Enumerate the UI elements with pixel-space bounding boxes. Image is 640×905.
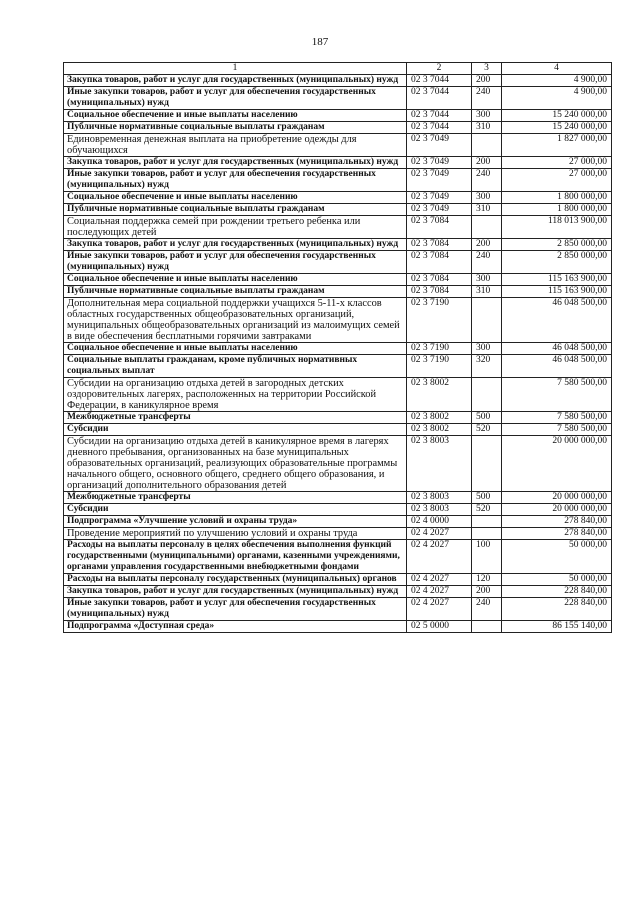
table-row	[64, 586, 612, 598]
row-name-cell: Закупка товаров, работ и услуг для государственных (муниципальных) нужд	[64, 239, 407, 251]
row-name-cell: Публичные нормативные социальные выплаты гражданам	[64, 122, 407, 134]
table-row	[64, 169, 612, 192]
row-code-cell: 02 3 7049	[407, 204, 472, 216]
row-code-cell: 02 4 2027	[407, 540, 472, 574]
row-name-cell: Расходы на выплаты персоналу государственных (муниципальных) органов	[64, 574, 407, 586]
row-code-cell: 02 3 8003	[407, 436, 472, 492]
row-amount-cell: 50 000,00	[502, 540, 612, 574]
table-row	[64, 110, 612, 122]
row-expense-type-cell: 240	[472, 87, 502, 110]
row-code-cell: 02 3 7049	[407, 192, 472, 204]
page-number: 187	[311, 36, 329, 48]
row-expense-type-cell: 240	[472, 169, 502, 192]
row-expense-type-cell	[472, 134, 502, 157]
row-name-cell: Расходы на выплаты персоналу в целях обеспечения выполнения функций государственными (муниципальными) органами, казенными учреждениями, органами управления государственными внебюджетными фондами	[64, 540, 407, 574]
row-amount-cell: 46 048 500,00	[502, 355, 612, 378]
row-expense-type-cell: 200	[472, 157, 502, 169]
row-expense-type-cell: 310	[472, 204, 502, 216]
row-expense-type-cell: 300	[472, 110, 502, 122]
row-code-cell: 02 3 7084	[407, 216, 472, 239]
column-header-3: 3	[472, 63, 502, 75]
row-expense-type-cell: 300	[472, 192, 502, 204]
row-name-cell: Субсидии	[64, 504, 407, 516]
row-name-cell: Публичные нормативные социальные выплаты гражданам	[64, 204, 407, 216]
row-amount-cell: 228 840,00	[502, 586, 612, 598]
row-code-cell: 02 5 0000	[407, 621, 472, 633]
row-code-cell: 02 3 8002	[407, 412, 472, 424]
row-code-cell: 02 3 7084	[407, 274, 472, 286]
table-row	[64, 274, 612, 286]
table-header-row	[64, 63, 612, 75]
row-expense-type-cell: 300	[472, 343, 502, 355]
row-expense-type-cell: 240	[472, 598, 502, 621]
row-code-cell: 02 3 7084	[407, 239, 472, 251]
row-amount-cell: 278 840,00	[502, 528, 612, 540]
column-header-2: 2	[407, 63, 472, 75]
table-row	[64, 251, 612, 274]
table-row	[64, 355, 612, 378]
row-name-cell: Единовременная денежная выплата на приобретение одежды для обучающихся	[64, 134, 407, 157]
table-body	[64, 75, 612, 633]
table-row	[64, 87, 612, 110]
row-amount-cell: 27 000,00	[502, 157, 612, 169]
table-row	[64, 204, 612, 216]
table-row	[64, 75, 612, 87]
row-amount-cell: 46 048 500,00	[502, 343, 612, 355]
table-row	[64, 378, 612, 412]
row-code-cell: 02 3 8002	[407, 424, 472, 436]
row-name-cell: Закупка товаров, работ и услуг для государственных (муниципальных) нужд	[64, 75, 407, 87]
table-row	[64, 574, 612, 586]
row-name-cell: Субсидии	[64, 424, 407, 436]
row-amount-cell: 228 840,00	[502, 598, 612, 621]
row-code-cell: 02 4 2027	[407, 586, 472, 598]
table-row	[64, 516, 612, 528]
row-code-cell: 02 4 2027	[407, 528, 472, 540]
row-code-cell: 02 3 7049	[407, 169, 472, 192]
row-amount-cell: 20 000 000,00	[502, 504, 612, 516]
row-code-cell: 02 4 2027	[407, 574, 472, 586]
row-expense-type-cell	[472, 436, 502, 492]
row-name-cell: Межбюджетные трансферты	[64, 412, 407, 424]
row-name-cell: Субсидии на организацию отдыха детей в каникулярное время в лагерях дневного пребывания, организованных на базе муниципальных образовательных организаций, реализующих образовательные программы начального общего, основного общего, среднего общего образования, и организаций дополнительного образования детей	[64, 436, 407, 492]
row-name-cell: Иные закупки товаров, работ и услуг для обеспечения государственных (муниципальных) нужд	[64, 87, 407, 110]
row-amount-cell: 4 900,00	[502, 75, 612, 87]
row-amount-cell: 1 800 000,00	[502, 192, 612, 204]
row-code-cell: 02 3 7049	[407, 157, 472, 169]
row-amount-cell: 20 000 000,00	[502, 436, 612, 492]
row-code-cell: 02 3 7190	[407, 298, 472, 343]
table-row	[64, 598, 612, 621]
row-expense-type-cell: 300	[472, 274, 502, 286]
table-row	[64, 343, 612, 355]
row-expense-type-cell: 500	[472, 412, 502, 424]
row-code-cell: 02 3 8003	[407, 504, 472, 516]
row-expense-type-cell: 100	[472, 540, 502, 574]
row-amount-cell: 27 000,00	[502, 169, 612, 192]
row-code-cell: 02 3 7044	[407, 122, 472, 134]
row-name-cell: Подпрограмма «Доступная среда»	[64, 621, 407, 633]
row-expense-type-cell: 310	[472, 286, 502, 298]
row-expense-type-cell	[472, 621, 502, 633]
table-row	[64, 412, 612, 424]
row-amount-cell: 118 013 900,00	[502, 216, 612, 239]
row-expense-type-cell	[472, 516, 502, 528]
row-name-cell: Публичные нормативные социальные выплаты гражданам	[64, 286, 407, 298]
row-amount-cell: 7 580 500,00	[502, 412, 612, 424]
row-code-cell: 02 4 2027	[407, 598, 472, 621]
row-amount-cell: 46 048 500,00	[502, 298, 612, 343]
row-name-cell: Социальное обеспечение и иные выплаты населению	[64, 274, 407, 286]
table-row	[64, 157, 612, 169]
row-amount-cell: 15 240 000,00	[502, 110, 612, 122]
table-row	[64, 528, 612, 540]
table-row	[64, 286, 612, 298]
row-amount-cell: 20 000 000,00	[502, 492, 612, 504]
row-name-cell: Иные закупки товаров, работ и услуг для обеспечения государственных (муниципальных) нужд	[64, 598, 407, 621]
table-row	[64, 134, 612, 157]
row-name-cell: Социальное обеспечение и иные выплаты населению	[64, 110, 407, 122]
row-expense-type-cell	[472, 216, 502, 239]
row-code-cell: 02 3 7044	[407, 75, 472, 87]
row-code-cell: 02 3 7084	[407, 286, 472, 298]
row-expense-type-cell: 520	[472, 504, 502, 516]
row-amount-cell: 2 850 000,00	[502, 239, 612, 251]
row-expense-type-cell	[472, 298, 502, 343]
row-amount-cell: 50 000,00	[502, 574, 612, 586]
row-amount-cell: 115 163 900,00	[502, 286, 612, 298]
row-amount-cell: 4 900,00	[502, 87, 612, 110]
table-row	[64, 216, 612, 239]
row-code-cell: 02 3 7190	[407, 355, 472, 378]
row-expense-type-cell: 320	[472, 355, 502, 378]
row-expense-type-cell: 240	[472, 251, 502, 274]
row-name-cell: Социальные выплаты гражданам, кроме публичных нормативных социальных выплат	[64, 355, 407, 378]
row-name-cell: Социальная поддержка семей при рождении третьего ребенка или последующих детей	[64, 216, 407, 239]
row-amount-cell: 1 827 000,00	[502, 134, 612, 157]
row-amount-cell: 7 580 500,00	[502, 378, 612, 412]
table-row	[64, 424, 612, 436]
row-name-cell: Дополнительная мера социальной поддержки учащихся 5-11-х классов областных государственных общеобразовательных организаций, муниципальных общеобразовательных организаций из малоимущих семей в виде обеспечения бесплатными горячими завтраками	[64, 298, 407, 343]
row-name-cell: Иные закупки товаров, работ и услуг для обеспечения государственных (муниципальных) нужд	[64, 251, 407, 274]
table-row	[64, 492, 612, 504]
row-code-cell: 02 3 7190	[407, 343, 472, 355]
row-name-cell: Закупка товаров, работ и услуг для государственных (муниципальных) нужд	[64, 586, 407, 598]
row-code-cell: 02 3 7049	[407, 134, 472, 157]
budget-table	[63, 62, 612, 633]
row-amount-cell: 86 155 140,00	[502, 621, 612, 633]
row-expense-type-cell: 520	[472, 424, 502, 436]
table-row	[64, 621, 612, 633]
row-expense-type-cell: 120	[472, 574, 502, 586]
row-amount-cell: 115 163 900,00	[502, 274, 612, 286]
row-expense-type-cell: 500	[472, 492, 502, 504]
row-amount-cell: 2 850 000,00	[502, 251, 612, 274]
table-row	[64, 436, 612, 492]
row-name-cell: Иные закупки товаров, работ и услуг для обеспечения государственных (муниципальных) нужд	[64, 169, 407, 192]
row-name-cell: Межбюджетные трансферты	[64, 492, 407, 504]
table-row	[64, 192, 612, 204]
row-expense-type-cell: 310	[472, 122, 502, 134]
row-expense-type-cell: 200	[472, 239, 502, 251]
row-amount-cell: 7 580 500,00	[502, 424, 612, 436]
row-expense-type-cell	[472, 528, 502, 540]
row-code-cell: 02 3 7084	[407, 251, 472, 274]
row-name-cell: Социальное обеспечение и иные выплаты населению	[64, 343, 407, 355]
table-row	[64, 239, 612, 251]
row-code-cell: 02 3 7044	[407, 110, 472, 122]
row-code-cell: 02 3 8003	[407, 492, 472, 504]
row-expense-type-cell: 200	[472, 75, 502, 87]
table-row	[64, 298, 612, 343]
column-header-1: 1	[64, 63, 407, 75]
row-name-cell: Подпрограмма «Улучшение условий и охраны труда»	[64, 516, 407, 528]
row-code-cell: 02 4 0000	[407, 516, 472, 528]
row-name-cell: Субсидии на организацию отдыха детей в загородных детских оздоровительных лагерях, расположенных на территории Российской Федерации, в каникулярное время	[64, 378, 407, 412]
row-amount-cell: 278 840,00	[502, 516, 612, 528]
row-code-cell: 02 3 8002	[407, 378, 472, 412]
row-name-cell: Социальное обеспечение и иные выплаты населению	[64, 192, 407, 204]
row-expense-type-cell: 200	[472, 586, 502, 598]
table-row	[64, 122, 612, 134]
row-amount-cell: 15 240 000,00	[502, 122, 612, 134]
row-code-cell: 02 3 7044	[407, 87, 472, 110]
row-expense-type-cell	[472, 378, 502, 412]
row-name-cell: Проведение мероприятий по улучшению условий и охраны труда	[64, 528, 407, 540]
column-header-4: 4	[502, 63, 612, 75]
row-amount-cell: 1 800 000,00	[502, 204, 612, 216]
row-name-cell: Закупка товаров, работ и услуг для государственных (муниципальных) нужд	[64, 157, 407, 169]
table-row	[64, 504, 612, 516]
table-row	[64, 540, 612, 574]
